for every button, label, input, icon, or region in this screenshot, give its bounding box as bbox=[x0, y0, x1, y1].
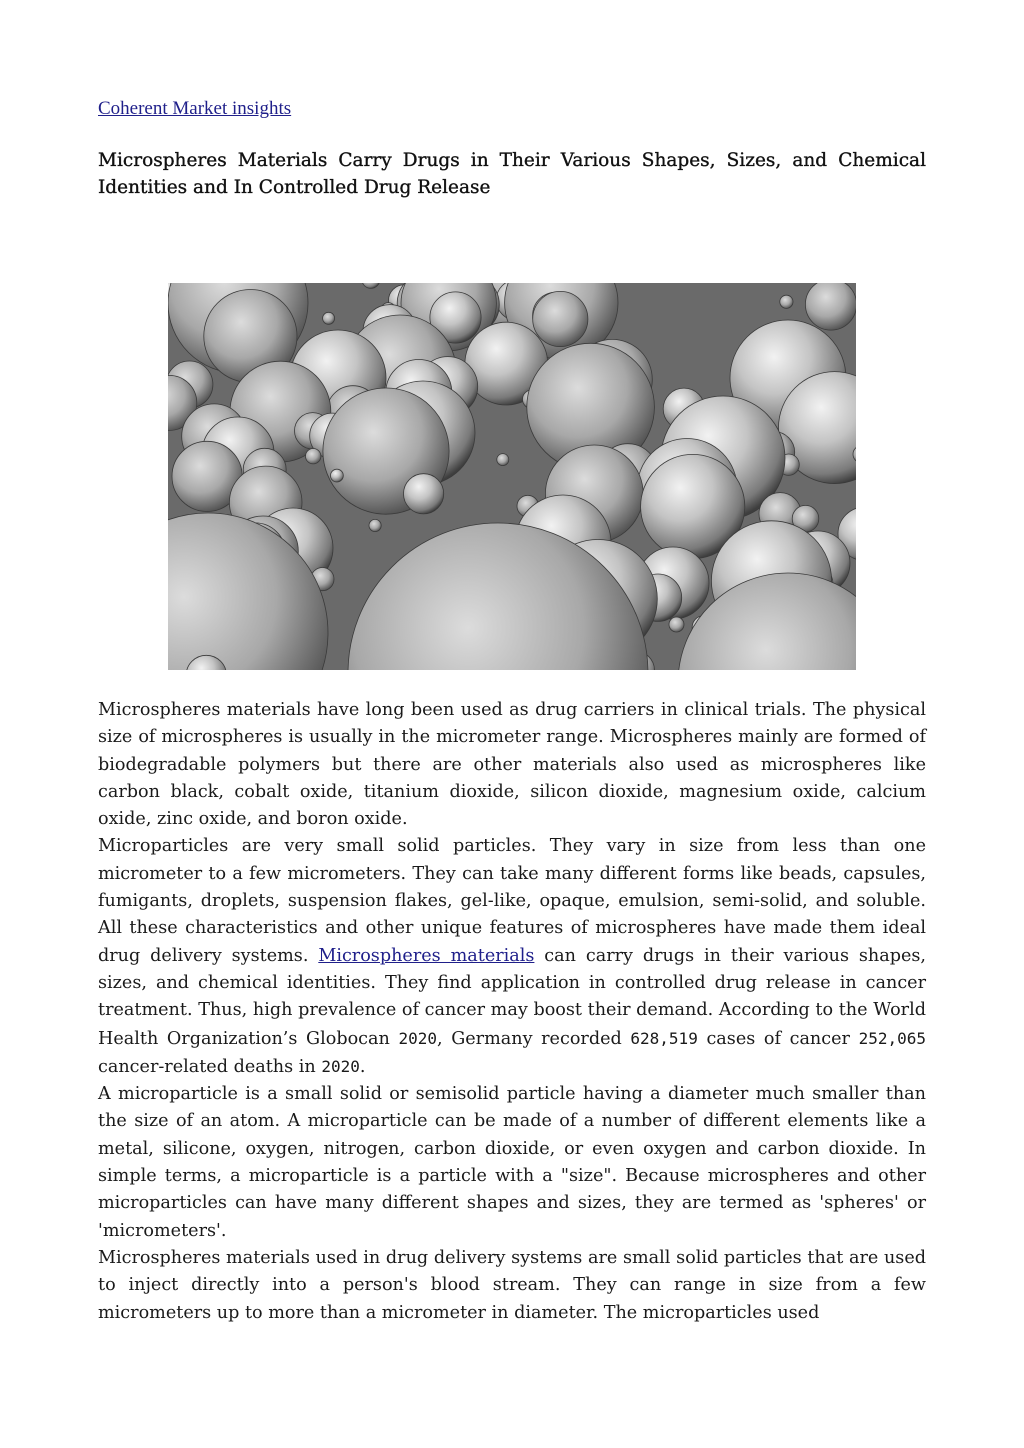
paragraph-1: Microspheres materials have long been used as drug carriers in clinical trials. The physical size of microspheres is usually in the micrometer range. Microspheres mainly are formed of biodegradable polymers but there are other materials also used as microspheres like carbon black, cobalt oxide, titanium dioxide, silicon dioxide, magnesium oxide, calcium oxide, zinc oxide, and boron oxide. bbox=[98, 700, 926, 830]
microsphere-shape bbox=[805, 283, 856, 330]
paragraph-3: A microparticle is a small solid or semisolid particle having a diameter much smaller than the size of an atom. A microparticle can be made of a number of different elements like a metal, silicone, oxygen, nitrogen, carbon dioxide, or even oxygen and carbon dioxide. In simple terms, a microparticle is a particle with a "size". Because microspheres and other microparticles can have many different shapes and sizes, they are termed as 'spheres' or 'micrometers'. bbox=[98, 1084, 926, 1241]
year-value: 2020 bbox=[398, 1028, 437, 1048]
microsphere-shape bbox=[404, 474, 444, 514]
paragraph-2 bbox=[98, 833, 926, 1081]
paragraph-2-text: Microparticles are very small solid particles. They vary in size from less than one micrometer to a few micrometers. They can take many different forms like beads, capsules, fumigants, droplets, suspension flakes, gel-like, opaque, emulsion, semi-solid, and soluble. All these characteristics and other unique features of microspheres have made them ideal drug delivery systems. bbox=[98, 836, 926, 966]
article-body bbox=[98, 697, 926, 1327]
microsphere-shape bbox=[780, 295, 793, 308]
cases-value: 628,519 bbox=[630, 1028, 698, 1048]
microsphere-shape bbox=[669, 617, 684, 632]
paragraph-2-text: cancer-related deaths in bbox=[98, 1056, 322, 1077]
microspheres-sem-icon bbox=[168, 283, 856, 670]
paragraph-2-text: , Germany recorded bbox=[437, 1028, 631, 1049]
microsphere-shape bbox=[497, 454, 509, 466]
microsphere-shape bbox=[306, 449, 321, 464]
paragraph-2-text: cases of cancer bbox=[697, 1028, 859, 1049]
microspheres-image bbox=[168, 283, 856, 670]
paragraph-2-text: . bbox=[359, 1056, 366, 1077]
site-link[interactable]: Coherent Market insights bbox=[98, 98, 292, 119]
microsphere-shape bbox=[331, 469, 344, 482]
microsphere-shape bbox=[533, 291, 588, 346]
paragraph-2-text: can carry drugs in their various shapes, sizes, and chemical identities. They find application in controlled drug release in cancer treatment. Thus, high prevalence of cancer may boost their demand. According to the World Health Organization’s Globocan bbox=[98, 945, 927, 1049]
deaths-value: 252,065 bbox=[858, 1028, 926, 1048]
microspheres-materials-link[interactable]: Microspheres materials bbox=[318, 945, 535, 966]
article-title: Microspheres Materials Carry Drugs in Their Various Shapes, Sizes, and Chemical Identities and In Controlled Drug Release bbox=[98, 150, 926, 198]
year-value: 2020 bbox=[321, 1056, 360, 1076]
paragraph-4: Microspheres materials used in drug delivery systems are small solid particles that are used to inject directly into a person's blood stream. They can range in size from a few micrometers up to more than a micrometer in diameter. The microparticles used bbox=[98, 1247, 926, 1323]
microsphere-shape bbox=[323, 312, 335, 324]
microsphere-shape bbox=[369, 519, 381, 531]
